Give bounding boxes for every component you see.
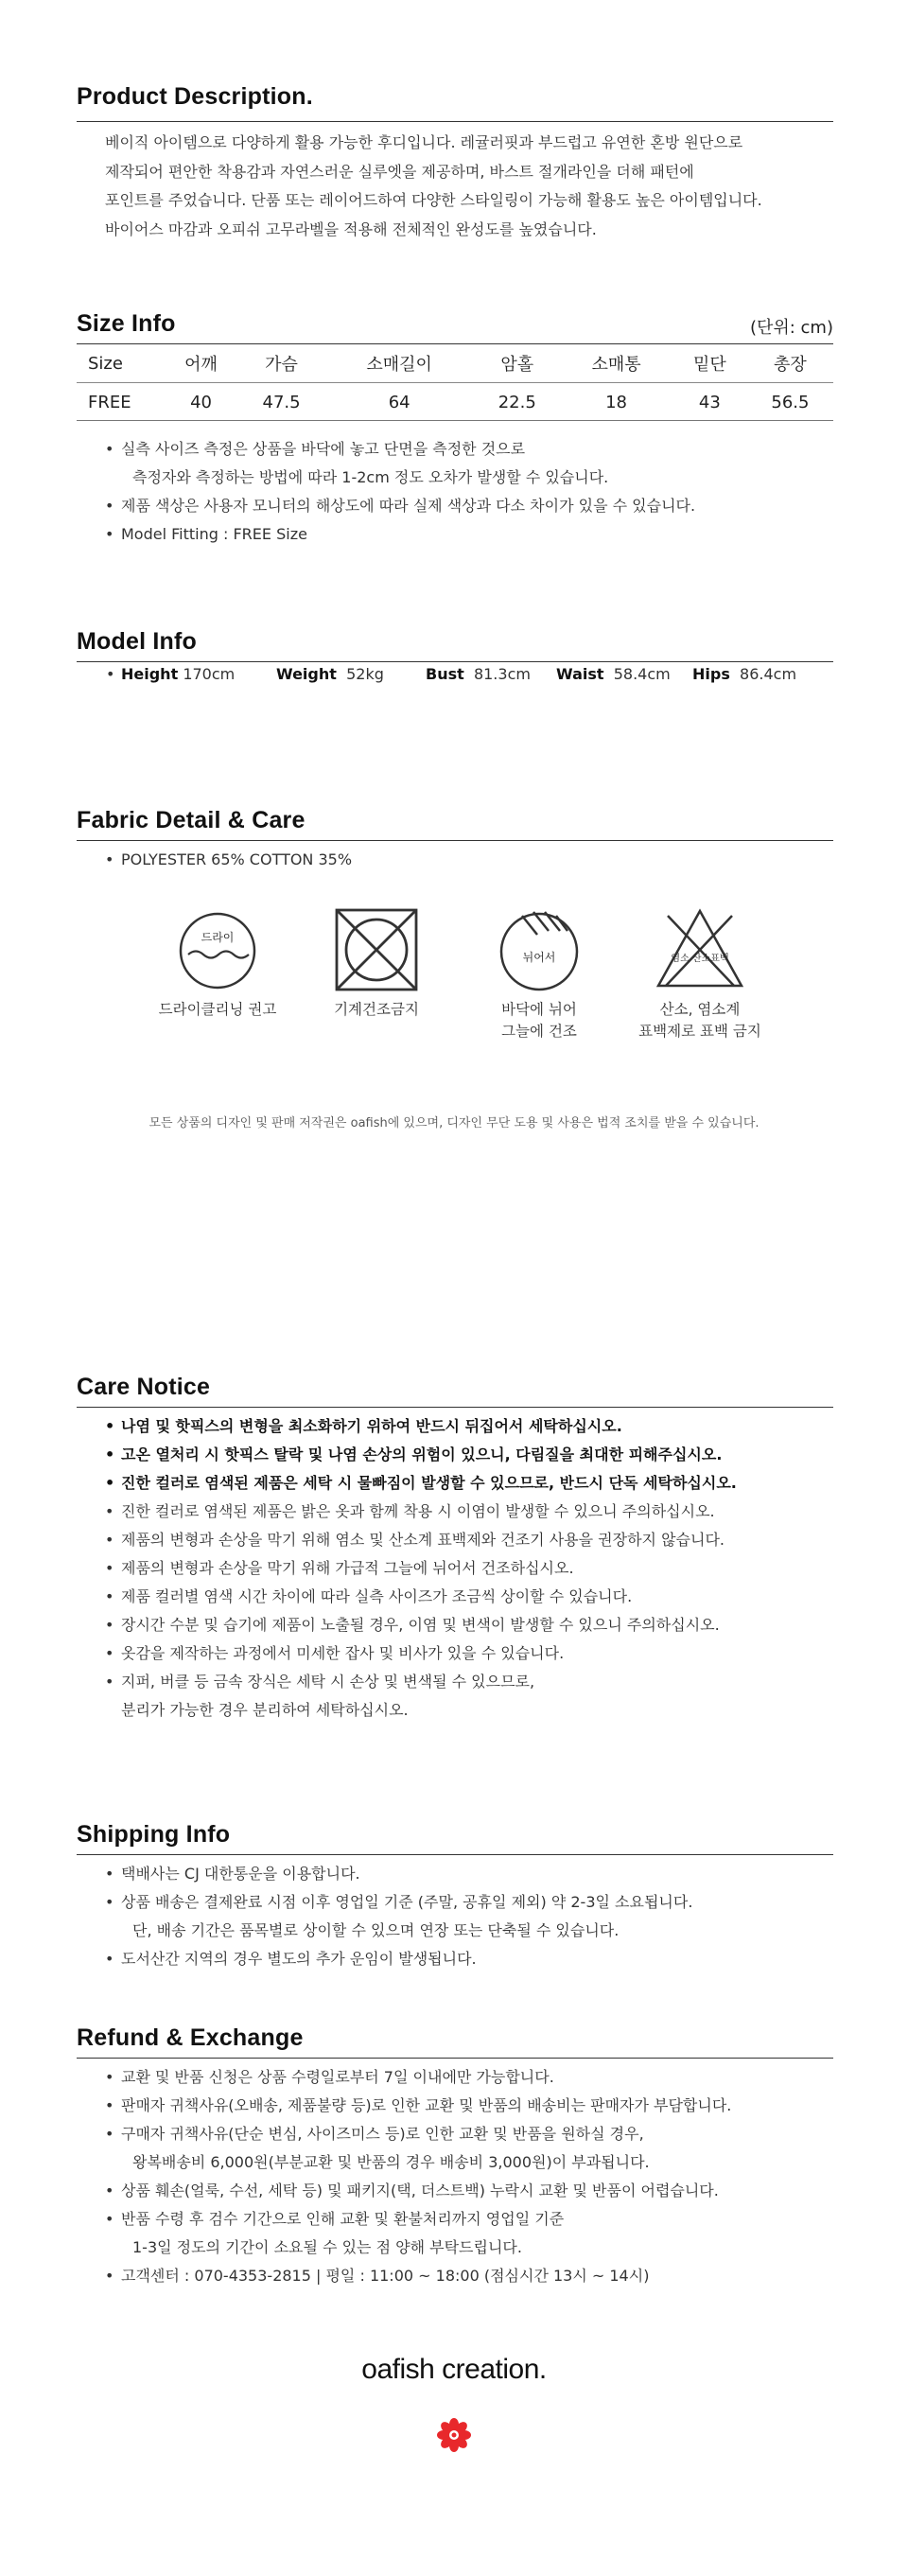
- size-table-header: [77, 344, 833, 383]
- copyright-notice: 모든 상품의 디자인 및 판매 저작권은 oafish에 있으며, 디자인 무단 도용 및 사용은 법적 조치를 받을 수 있습니다.: [148, 1116, 760, 1130]
- size-header-cell: Size: [77, 344, 164, 383]
- list-item: • 제품 컬러별 염색 시간 차이에 따라 실측 사이즈가 조금씩 상이할 수 있습니다.: [121, 1583, 737, 1611]
- dry-clean-caption: 드라이클리닝 권고: [158, 1001, 277, 1018]
- table-row: [77, 383, 833, 422]
- size-header-cell: 암홀: [474, 344, 560, 383]
- divider: [77, 1407, 833, 1408]
- list-item: • 실측 사이즈 측정은 상품을 바닥에 놓고 단면을 측정한 것으로: [121, 435, 695, 464]
- size-header-cell: 소매길이: [324, 344, 474, 383]
- no-tumble-dry-icon: [333, 906, 420, 997]
- list-item: • 택배사는 CJ 대한통운을 이용합니다.: [121, 1860, 692, 1888]
- model-weight: Weight 52kg: [276, 665, 384, 683]
- model-height: Height 170cm: [121, 665, 236, 683]
- list-item: • 고온 열처리 시 핫픽스 탈락 및 나염 손상의 위험이 있으니, 다림질을 최대한 피해주십시오.: [121, 1441, 737, 1469]
- icon-text: 뉘어서: [522, 951, 556, 964]
- list-item: 단, 배송 기간은 품목별로 상이할 수 있으며 연장 또는 단축될 수 있습니다.: [132, 1921, 620, 1939]
- list-item: • 지퍼, 버클 등 금속 장식은 세탁 시 손상 및 변색될 수 있으므로,: [121, 1668, 737, 1696]
- size-header-cell: 가슴: [238, 344, 324, 383]
- list-item: • 제품의 변형과 손상을 막기 위해 염소 및 산소계 표백제와 건조기 사용을 권장하지 않습니다.: [121, 1526, 737, 1554]
- size-cell: 18: [605, 392, 627, 412]
- list-item: 1-3일 정도의 기간이 소요될 수 있는 점 양해 부탁드립니다.: [132, 2238, 522, 2256]
- model-waist: Waist 58.4cm: [556, 665, 671, 683]
- list-item: • 도서산간 지역의 경우 별도의 추가 운임이 발생됩니다.: [121, 1945, 692, 1973]
- product-description-title: Product Description.: [77, 83, 313, 110]
- description-line: 베이직 아이템으로 다양하게 활용 가능한 후디입니다. 레귤러핏과 부드럽고 유연한 혼방 원단으로: [105, 133, 743, 151]
- list-item: • 상품 훼손(얼룩, 수선, 세탁 등) 및 패키지(택, 더스트백) 누락시 교환 및 반품이 어렵습니다.: [121, 2177, 731, 2205]
- list-item: • 상품 배송은 결제완료 시점 이후 영업일 기준 (주말, 공휴일 제외) 약 2-3일 소요됩니다.: [121, 1888, 692, 1917]
- description-line: 포인트를 주었습니다. 단품 또는 레이어드하여 다양한 스타일링이 가능해 활용도 높은 아이템입니다.: [105, 191, 762, 209]
- list-item: 측정자와 측정하는 방법에 따라 1-2cm 정도 오차가 발생할 수 있습니다.: [132, 468, 609, 486]
- no-bleach-icon: [655, 906, 745, 995]
- list-item: • 장시간 수분 및 습기에 제품이 노출될 경우, 이염 및 변색이 발생할 수 있으니 주의하십시오.: [121, 1611, 737, 1639]
- size-info-title: Size Info: [77, 310, 176, 337]
- icon-text: 염소 산소표백: [671, 954, 729, 964]
- list-item: • Model Fitting : FREE Size: [121, 520, 695, 549]
- list-item: • POLYESTER 65% COTTON 35%: [121, 846, 352, 874]
- size-header-cell: 밑단: [672, 344, 747, 383]
- size-header-cell: 소매통: [560, 344, 672, 383]
- divider: [77, 2058, 833, 2059]
- size-table: [77, 344, 833, 421]
- divider: [77, 1854, 833, 1855]
- care-notice-list: [121, 1412, 737, 1725]
- product-description-text: [105, 129, 824, 244]
- list-item: • 옷감을 제작하는 과정에서 미세한 잡사 및 비사가 있을 수 있습니다.: [121, 1639, 737, 1668]
- dry-clean-icon: [177, 910, 258, 995]
- no-tumble-dry-caption: 기계건조금지: [334, 1001, 419, 1018]
- bullet: •: [106, 665, 115, 683]
- list-item: • 진한 컬러로 염색된 제품은 세탁 시 물빠짐이 발생할 수 있으므로, 반드시 단독 세탁하십시오.: [121, 1469, 737, 1498]
- size-cell: 47.5: [262, 392, 301, 412]
- model-info-title: Model Info: [77, 628, 197, 655]
- size-cell: 64: [388, 392, 410, 412]
- care-notice-title: Care Notice: [77, 1374, 211, 1400]
- divider: [77, 661, 833, 662]
- flat-dry-shade-caption: 바닥에 뉘어 그늘에 건조: [501, 1001, 577, 1040]
- list-item: • 판매자 귀책사유(오배송, 제품불량 등)로 인한 교환 및 반품의 배송비는 판매자가 부담합니다.: [121, 2092, 731, 2120]
- size-cell: 40: [190, 392, 212, 412]
- size-unit: (단위: cm): [749, 318, 833, 338]
- divider: [77, 420, 833, 421]
- list-item: • 고객센터 : 070-4353-2815 | 평일 : 11:00 ~ 18:00 (점심시간 13시 ~ 14시): [121, 2262, 731, 2290]
- model-hips: Hips 86.4cm: [692, 665, 797, 683]
- list-item: • 제품의 변형과 손상을 막기 위해 가급적 그늘에 뉘어서 건조하십시오.: [121, 1554, 737, 1583]
- size-cell: FREE: [88, 392, 131, 412]
- size-cell: 43: [698, 392, 721, 412]
- list-item: • 반품 수령 후 검수 기간으로 인해 교환 및 환불처리까지 영업일 기준: [121, 2205, 731, 2234]
- icon-text: 드라이: [201, 931, 235, 944]
- fabric-composition: [121, 846, 352, 874]
- shipping-info-title: Shipping Info: [77, 1821, 231, 1848]
- flat-dry-shade-icon: [496, 906, 583, 997]
- divider: [77, 121, 833, 122]
- list-item: • 나염 및 핫픽스의 변형을 최소화하기 위하여 반드시 뒤집어서 세탁하십시오.: [121, 1412, 737, 1441]
- no-bleach-caption: 산소, 염소계 표백제로 표백 금지: [638, 1001, 761, 1040]
- fabric-title: Fabric Detail & Care: [77, 807, 306, 833]
- flower-logo-icon: [431, 2412, 477, 2462]
- description-line: 바이어스 마감과 오피쉬 고무라벨을 적용해 전체적인 완성도를 높였습니다.: [105, 219, 597, 238]
- refund-exchange-title: Refund & Exchange: [77, 2024, 304, 2051]
- size-notes: [121, 435, 695, 549]
- list-item: • 구매자 귀책사유(단순 변심, 사이즈미스 등)로 인한 교환 및 반품을 원하실 경우,: [121, 2120, 731, 2148]
- size-header-cell: 총장: [747, 344, 833, 383]
- size-header-cell: 어깨: [164, 344, 238, 383]
- list-item: • 제품 색상은 사용자 모니터의 해상도에 따라 실제 색상과 다소 차이가 있을 수 있습니다.: [121, 492, 695, 520]
- description-line: 제작되어 편안한 착용감과 자연스러운 실루엣을 제공하며, 바스트 절개라인을 더해 패턴에: [105, 162, 694, 181]
- divider: [77, 840, 833, 841]
- list-item: • 교환 및 반품 신청은 상품 수령일로부터 7일 이내에만 가능합니다.: [121, 2063, 731, 2092]
- shipping-list: [121, 1860, 692, 1973]
- list-item: 분리가 가능한 경우 분리하여 세탁하십시오.: [121, 1701, 409, 1719]
- refund-list: [121, 2063, 731, 2290]
- model-bust: Bust 81.3cm: [426, 665, 531, 683]
- size-cell: 56.5: [771, 392, 810, 412]
- list-item: 왕복배송비 6,000원(부분교환 및 반품의 경우 배송비 3,000원)이 부과됩니다.: [132, 2153, 650, 2171]
- brand-logo: oafish creation.: [361, 2354, 547, 2385]
- list-item: • 진한 컬러로 염색된 제품은 밝은 옷과 함께 착용 시 이염이 발생할 수 있으니 주의하십시오.: [121, 1498, 737, 1526]
- size-cell: 22.5: [498, 392, 536, 412]
